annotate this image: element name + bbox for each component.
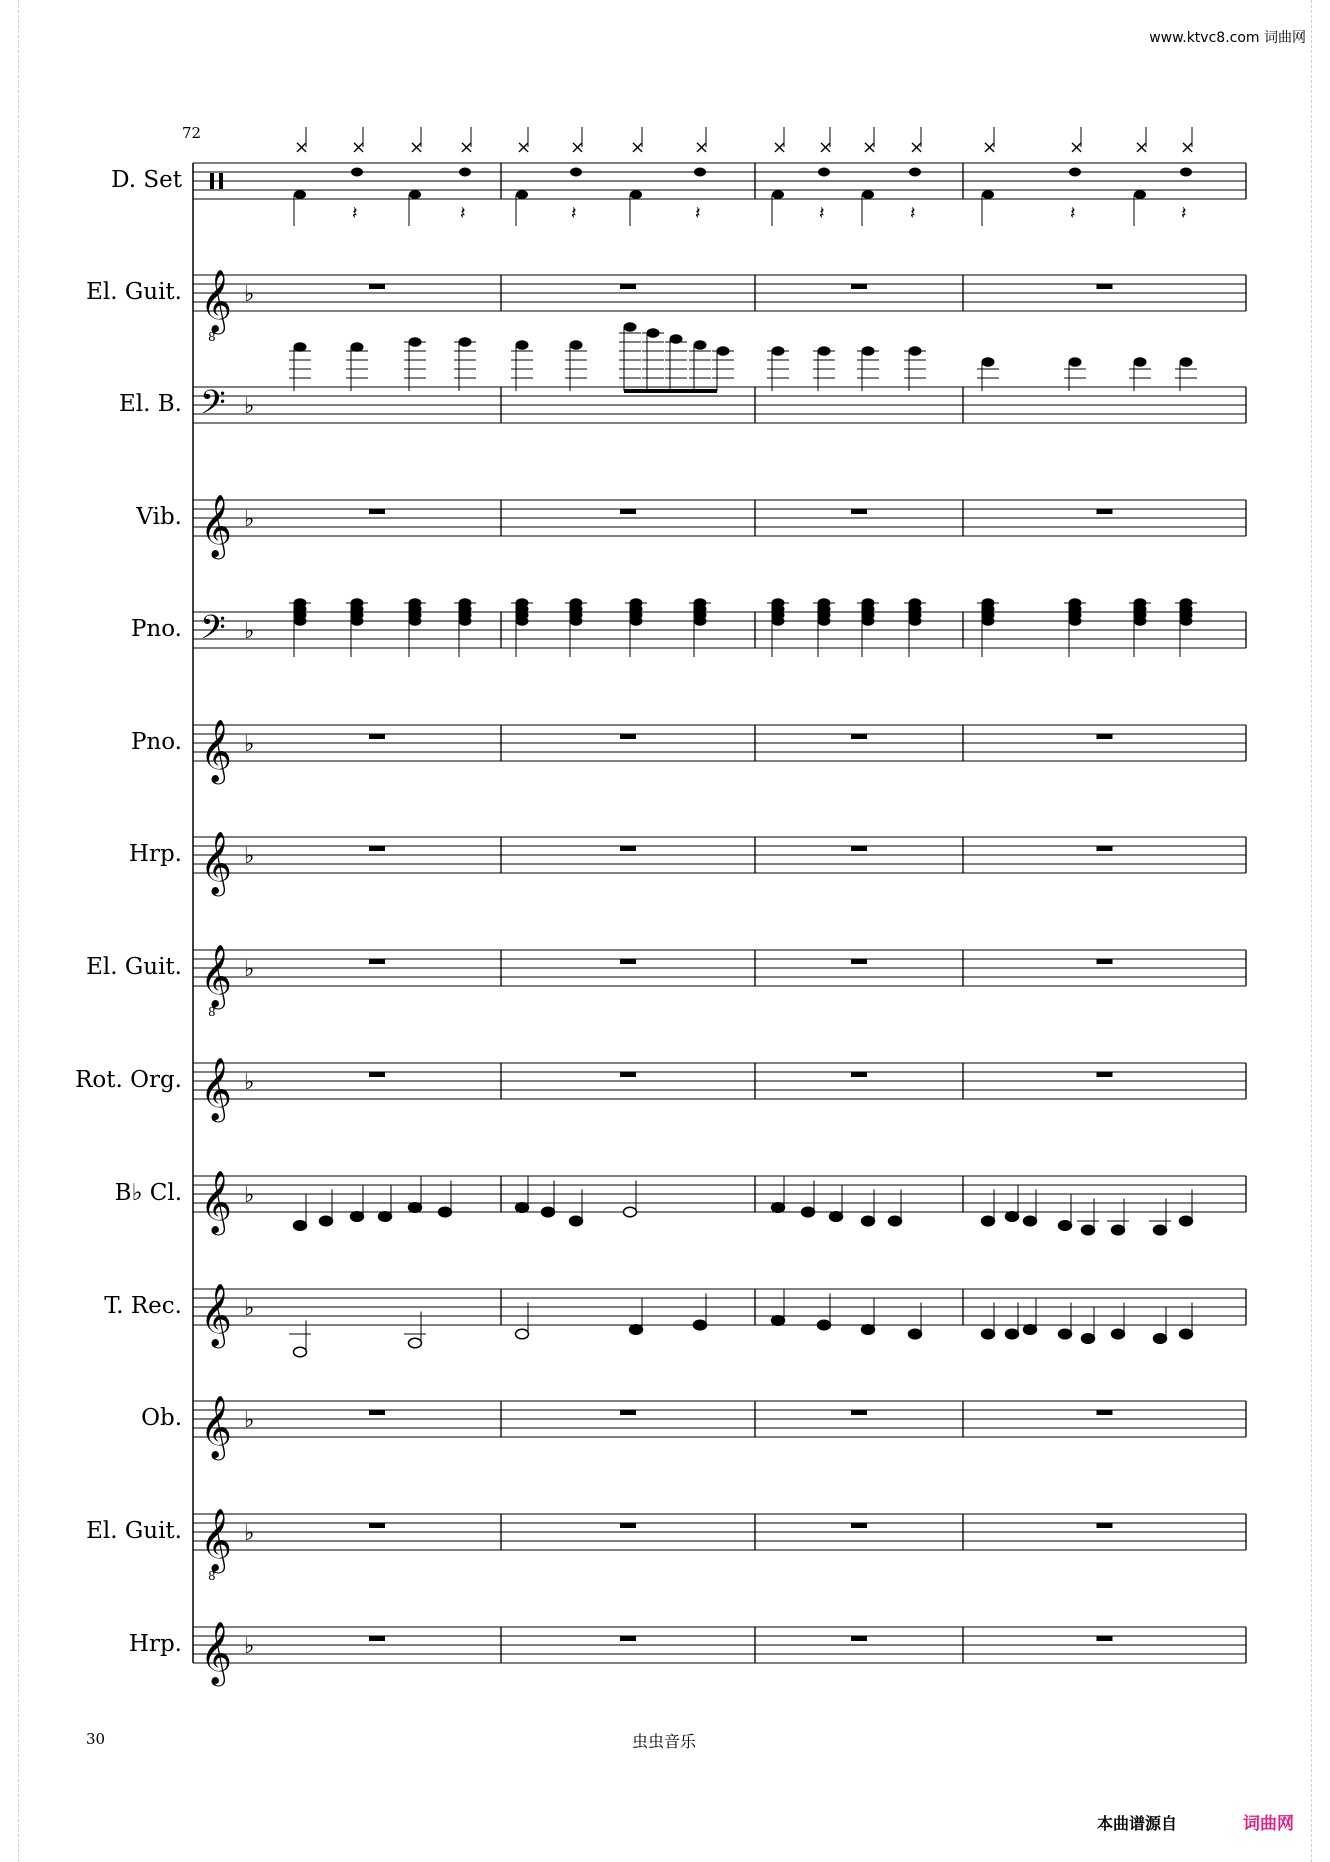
melody-note (818, 1320, 831, 1330)
kick-note (516, 190, 528, 199)
bass-note (1180, 357, 1193, 367)
measure-number: 72 (182, 124, 202, 142)
snare-note (909, 168, 921, 177)
quarter-rest: 𝄽 (819, 202, 825, 224)
instrument-label: Pno. (130, 616, 182, 642)
key-flat: ♭ (244, 394, 255, 419)
whole-rest (620, 1410, 636, 1415)
quarter-rest: 𝄽 (1070, 202, 1076, 224)
footer-source-label: 本曲谱源自 (1097, 1814, 1178, 1833)
key-flat: ♭ (244, 282, 255, 307)
melody-note (1154, 1334, 1167, 1344)
melody-note (1006, 1329, 1019, 1339)
chord-note (772, 616, 785, 626)
site-header-text[interactable]: www.ktvc8.com 词曲网 (1149, 30, 1306, 46)
melody-note (862, 1325, 875, 1335)
whole-rest (620, 509, 636, 514)
whole-rest (1097, 1636, 1113, 1641)
whole-rest (1097, 1410, 1113, 1415)
whole-rest (1097, 509, 1113, 514)
melody-note (439, 1207, 452, 1217)
bass-note (570, 340, 583, 350)
melody-note (862, 1216, 875, 1226)
melody-note (1024, 1325, 1037, 1335)
key-flat: ♭ (244, 844, 255, 869)
staff-7 (193, 831, 1246, 897)
melody-note (1154, 1225, 1167, 1235)
instrument-label: T. Rec. (104, 1293, 182, 1319)
quarter-rest: 𝄽 (460, 202, 466, 224)
chord-note (1069, 616, 1082, 626)
melody-note (772, 1203, 785, 1213)
quarter-rest: 𝄽 (571, 202, 577, 224)
percussion-clef (219, 173, 223, 189)
melody-note (830, 1212, 843, 1222)
melody-note (1112, 1225, 1125, 1235)
melody-note (1112, 1329, 1125, 1339)
instrument-label: B♭ Cl. (114, 1180, 182, 1206)
melody-note (351, 1212, 364, 1222)
melody-note (516, 1203, 529, 1213)
hihat-note: × (570, 137, 586, 158)
whole-rest (620, 959, 636, 964)
whole-rest (369, 1410, 385, 1415)
hihat-note: × (1134, 137, 1150, 158)
whole-rest (1097, 734, 1113, 739)
staff-2 (193, 269, 1246, 344)
key-flat: ♭ (244, 1634, 255, 1659)
half-note (294, 1347, 307, 1357)
chord-note (862, 616, 875, 626)
whole-rest (1097, 1523, 1113, 1528)
whole-rest (851, 734, 867, 739)
whole-rest (1097, 1072, 1113, 1077)
whole-rest (369, 959, 385, 964)
chord-note (570, 616, 583, 626)
chord-note (630, 616, 643, 626)
melody-note (694, 1320, 707, 1330)
key-flat: ♭ (244, 957, 255, 982)
hihat-note: × (1180, 137, 1196, 158)
staff-12 (193, 1395, 1246, 1461)
treble-clef: 𝄞 (200, 831, 232, 894)
staff-3 (193, 322, 1246, 430)
whole-rest (851, 959, 867, 964)
melody-note (1082, 1334, 1095, 1344)
quarter-rest: 𝄽 (352, 202, 358, 224)
snare-note (1180, 168, 1192, 177)
whole-rest (851, 509, 867, 514)
melody-note (1024, 1216, 1037, 1226)
whole-rest (851, 284, 867, 289)
staff-9 (193, 1057, 1246, 1123)
chord-note (409, 616, 422, 626)
hihat-note: × (459, 137, 475, 158)
whole-rest (369, 846, 385, 851)
key-flat: ♭ (244, 507, 255, 532)
chord-note (909, 616, 922, 626)
bass-note (1134, 357, 1147, 367)
bass-note (1069, 357, 1082, 367)
whole-rest (369, 284, 385, 289)
kick-note (862, 190, 874, 199)
half-note (409, 1338, 422, 1348)
snare-note (351, 168, 363, 177)
whole-rest (620, 846, 636, 851)
quarter-rest: 𝄽 (910, 202, 916, 224)
whole-rest (369, 734, 385, 739)
instrument-label: Pno. (130, 729, 182, 755)
treble-clef: 𝄞 (200, 1508, 232, 1571)
bass-note (516, 340, 529, 350)
instrument-label: Ob. (141, 1405, 182, 1431)
whole-rest (1097, 284, 1113, 289)
melody-note (542, 1207, 555, 1217)
staff-4 (193, 494, 1246, 560)
snare-note (570, 168, 582, 177)
whole-rest (369, 1523, 385, 1528)
octave-mark: 8 (208, 1569, 216, 1583)
melody-note (1180, 1329, 1193, 1339)
melody-note (570, 1216, 583, 1226)
quarter-rest: 𝄽 (1181, 202, 1187, 224)
melody-note (630, 1325, 643, 1335)
melody-note (802, 1207, 815, 1217)
treble-clef: 𝄞 (200, 494, 232, 557)
melody-note (1180, 1216, 1193, 1226)
staff-11 (193, 1283, 1246, 1357)
staff-13 (193, 1508, 1246, 1583)
chord-note (694, 616, 707, 626)
staff-10 (193, 1170, 1246, 1236)
snare-note (694, 168, 706, 177)
key-flat: ♭ (244, 732, 255, 757)
kick-note (1134, 190, 1146, 199)
instrument-label: Hrp. (128, 841, 182, 867)
whole-rest (851, 1523, 867, 1528)
chord-note (818, 616, 831, 626)
hihat-note: × (694, 137, 710, 158)
treble-clef: 𝄞 (200, 1395, 232, 1458)
whole-rest (851, 1410, 867, 1415)
whole-rest (369, 1636, 385, 1641)
key-flat: ♭ (244, 1183, 255, 1208)
octave-mark: 8 (208, 1005, 216, 1019)
melody-note (1059, 1221, 1072, 1231)
melody-note (982, 1216, 995, 1226)
bass-clef: 𝄢 (200, 384, 226, 430)
chord-note (1180, 616, 1193, 626)
treble-clef: 𝄞 (200, 269, 232, 332)
hihat-note: × (982, 137, 998, 158)
page-number: 30 (86, 1730, 106, 1748)
chord-note (459, 616, 472, 626)
melody-note (294, 1221, 307, 1231)
whole-rest (620, 1636, 636, 1641)
chord-note (1134, 616, 1147, 626)
kick-note (772, 190, 784, 199)
hihat-note: × (818, 137, 834, 158)
whole-rest (851, 846, 867, 851)
kick-note (982, 190, 994, 199)
melody-note (1006, 1212, 1019, 1222)
treble-clef: 𝄞 (200, 1057, 232, 1120)
hihat-note: × (409, 137, 425, 158)
whole-rest (851, 1072, 867, 1077)
bass-note (624, 322, 637, 332)
melody-note (909, 1329, 922, 1339)
hihat-note: × (772, 137, 788, 158)
instrument-label: El. Guit. (86, 954, 182, 980)
key-flat: ♭ (244, 1070, 255, 1095)
staff-6 (193, 719, 1246, 785)
key-flat: ♭ (244, 1521, 255, 1546)
melody-note (409, 1203, 422, 1213)
treble-clef: 𝄞 (200, 1283, 232, 1346)
snare-note (459, 168, 471, 177)
kick-note (630, 190, 642, 199)
instrument-label: Rot. Org. (75, 1067, 182, 1093)
whole-rest (1097, 959, 1113, 964)
treble-clef: 𝄞 (200, 944, 232, 1007)
instrument-label: Hrp. (128, 1631, 182, 1657)
bass-clef: 𝄢 (200, 609, 226, 655)
bass-note (694, 340, 707, 350)
whole-rest (1097, 846, 1113, 851)
kick-note (409, 190, 421, 199)
bass-note (294, 342, 307, 352)
whole-rest (620, 1523, 636, 1528)
staff-1 (193, 127, 1246, 226)
staff-14 (193, 1621, 1246, 1687)
footer-brand-link[interactable]: 词曲网 (1243, 1814, 1294, 1834)
chord-note (516, 616, 529, 626)
chord-note (351, 616, 364, 626)
treble-clef: 𝄞 (200, 1170, 232, 1233)
whole-rest (369, 509, 385, 514)
key-flat: ♭ (244, 1408, 255, 1433)
hihat-note: × (294, 137, 310, 158)
hihat-note: × (1069, 137, 1085, 158)
whole-rest (620, 1072, 636, 1077)
melody-note (1059, 1329, 1072, 1339)
treble-clef: 𝄞 (200, 1621, 232, 1684)
bass-note (351, 342, 364, 352)
staff-5 (193, 598, 1246, 657)
octave-mark: 8 (208, 330, 216, 344)
whole-rest (620, 284, 636, 289)
hihat-note: × (909, 137, 925, 158)
kick-note (294, 190, 306, 199)
melody-note (982, 1329, 995, 1339)
instrument-label: El. B. (119, 391, 182, 417)
chord-note (982, 616, 995, 626)
treble-clef: 𝄞 (200, 719, 232, 782)
bass-note (982, 357, 995, 367)
melody-note (772, 1316, 785, 1326)
instrument-label: D. Set (111, 167, 182, 193)
whole-rest (851, 1636, 867, 1641)
instrument-label: El. Guit. (86, 1518, 182, 1544)
key-flat: ♭ (244, 1296, 255, 1321)
instrument-label: El. Guit. (86, 279, 182, 305)
staff-8 (193, 944, 1246, 1019)
melody-note (1082, 1225, 1095, 1235)
hihat-note: × (862, 137, 878, 158)
key-flat: ♭ (244, 619, 255, 644)
instrument-label: Vib. (136, 504, 182, 530)
whole-rest (369, 1072, 385, 1077)
hihat-note: × (351, 137, 367, 158)
half-note (624, 1207, 637, 1217)
snare-note (818, 168, 830, 177)
chord-note (294, 616, 307, 626)
quarter-rest: 𝄽 (695, 202, 701, 224)
melody-note (889, 1216, 902, 1226)
hihat-note: × (516, 137, 532, 158)
whole-rest (620, 734, 636, 739)
half-note (516, 1329, 529, 1339)
percussion-clef (210, 173, 214, 189)
melody-note (379, 1212, 392, 1222)
hihat-note: × (630, 137, 646, 158)
footer-center-text: 虫虫音乐 (632, 1732, 697, 1751)
melody-note (320, 1216, 333, 1226)
snare-note (1069, 168, 1081, 177)
